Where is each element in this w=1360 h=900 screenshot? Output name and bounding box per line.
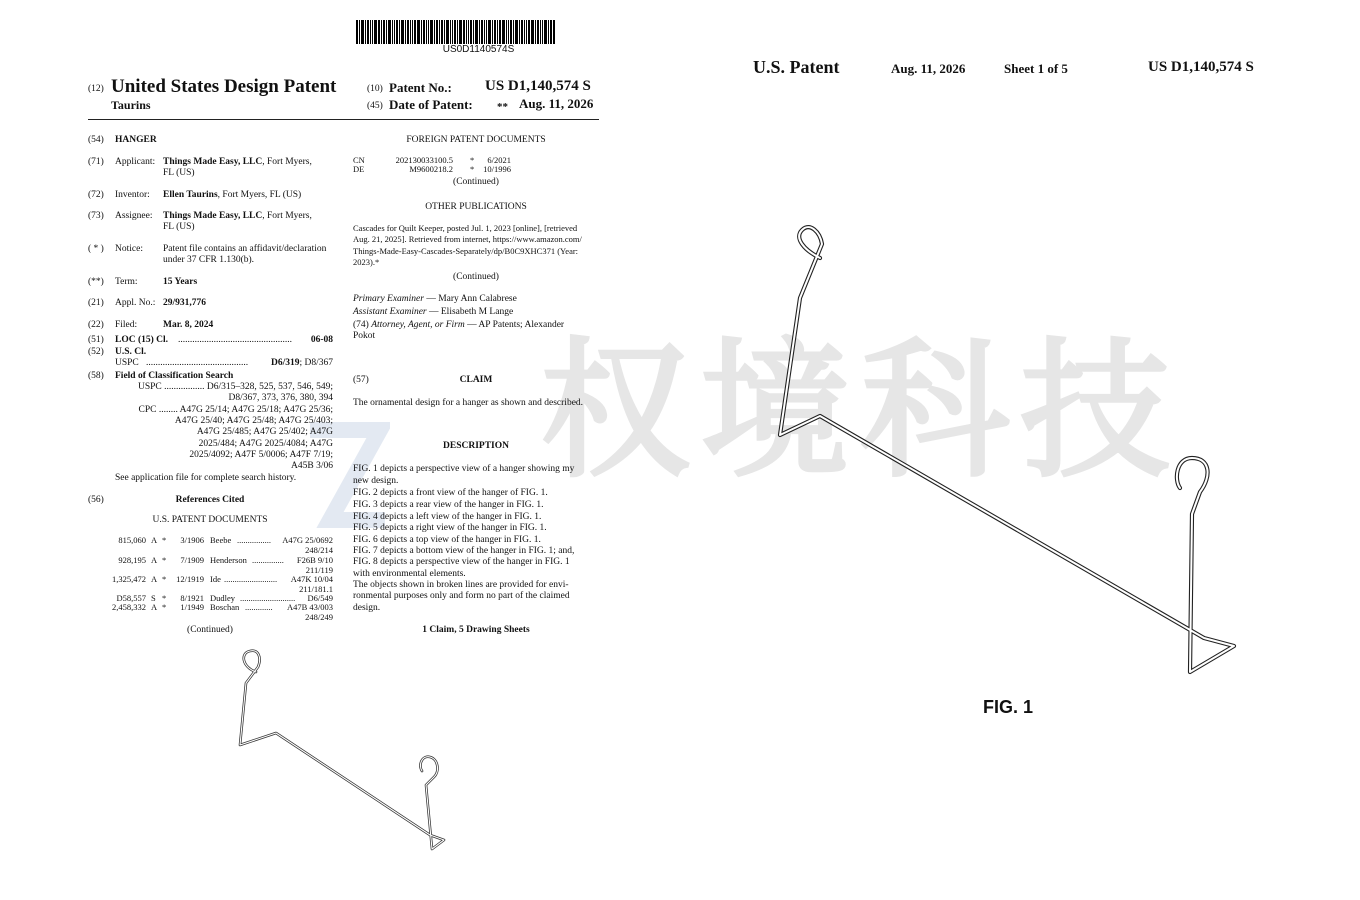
doc-class: A47K 10/04 — [290, 574, 333, 584]
term-label: Term: — [115, 277, 138, 287]
assistant-examiner-label: Assistant Examiner — [353, 307, 427, 317]
doc-name: Henderson — [210, 555, 247, 565]
description-line: FIG. 6 depicts a top view of the hanger in FIG. 1. — [353, 535, 541, 545]
uspc-dots: ........................................... — [146, 358, 249, 368]
inventor-name: Ellen Taurins — [163, 190, 218, 200]
patent-no: US D1,140,574 S — [485, 78, 591, 94]
search-line: A47G 25/485; A47G 25/402; A47G — [196, 427, 333, 437]
doc-class2: 211/181.1 — [299, 584, 333, 594]
us-doc-row — [100, 535, 333, 555]
inventor-value — [163, 190, 301, 201]
description-line: The objects shown in broken lines are provided for envi- — [353, 580, 569, 590]
sheet-date: Aug. 11, 2026 — [891, 61, 966, 76]
code-notice: ( * ) — [88, 244, 104, 254]
description-line: FIG. 7 depicts a bottom view of the hanger in FIG. 1; and, — [353, 546, 575, 556]
loc-label: LOC (15) Cl. — [115, 335, 169, 345]
uspc-main: D6/319 — [270, 358, 300, 368]
foreign-country: CN — [353, 155, 365, 165]
date-mark: ** — [497, 101, 508, 113]
doc-kind: A — [151, 602, 158, 612]
appl-no-label: Appl. No.: — [115, 298, 156, 308]
barcode — [356, 20, 601, 44]
foreign-star: * — [470, 155, 475, 165]
search-line: 2025/4092; A47F 5/0006; A47F 7/19; — [189, 450, 333, 460]
primary-examiner — [353, 294, 517, 305]
primary-examiner-label: Primary Examiner — [353, 294, 424, 304]
us-docs-heading: U.S. PATENT DOCUMENTS — [152, 515, 268, 525]
foreign-doc-row — [353, 164, 553, 174]
doc-star: * — [162, 602, 167, 612]
claims-summary: 1 Claim, 5 Drawing Sheets — [422, 625, 530, 635]
code-54: (54) — [88, 135, 104, 145]
references-heading: References Cited — [175, 495, 245, 505]
notice-line2: under 37 CFR 1.130(b). — [163, 255, 255, 265]
uspc-value — [243, 358, 333, 369]
doc-number: D58,557 — [116, 593, 146, 603]
doc-kind: A — [151, 574, 158, 584]
patent-date: Aug. 11, 2026 — [519, 96, 594, 111]
doc-date: 7/1909 — [180, 555, 204, 565]
assignee-place2: FL (US) — [163, 222, 195, 232]
applicant-place2: FL (US) — [163, 168, 195, 178]
code-71: (71) — [88, 157, 104, 167]
description-heading: DESCRIPTION — [443, 441, 509, 451]
other-pub-line: 2023).* — [353, 257, 380, 267]
filed-label: Filed: — [115, 320, 138, 330]
description-line: FIG. 3 depicts a rear view of the hanger in FIG. 1. — [353, 500, 544, 510]
code-57: (57) — [353, 375, 369, 385]
date-label: Date of Patent: — [389, 97, 473, 112]
code-58: (58) — [88, 371, 104, 381]
appl-no-value: 29/931,776 — [163, 298, 207, 308]
foreign-number: 202130033100.5 — [395, 155, 453, 165]
patent-no-label: Patent No.: — [389, 80, 452, 95]
doc-date: 3/1906 — [180, 535, 204, 545]
code-72: (72) — [88, 190, 104, 200]
doc-date: 8/1921 — [180, 593, 204, 603]
search-line: CPC ........ A47G 25/14; A47G 25/18; A47G 25/36; — [138, 405, 333, 415]
description-line: FIG. 5 depicts a right view of the hanger in FIG. 1. — [353, 523, 547, 533]
inventor-short: Taurins — [111, 98, 151, 112]
fig1-label: FIG. 1 — [983, 697, 1034, 717]
inventor-place: , Fort Myers, FL (US) — [217, 190, 302, 200]
header-rule — [88, 119, 599, 120]
attorney-name2: Pokot — [353, 331, 376, 341]
doc-name: Dudley — [210, 593, 236, 603]
doc-dots: .......................... — [240, 593, 296, 603]
other-pubs-heading: OTHER PUBLICATIONS — [425, 202, 527, 212]
assignee-name: Things Made Easy, LLC — [163, 211, 263, 221]
description-line: ronmental purposes only and form no part of the claimed — [353, 591, 570, 601]
doc-number: 928,195 — [118, 555, 146, 565]
description-line: new design. — [353, 476, 399, 486]
other-pub-line: Cascades for Quilt Keeper, posted Jul. 1, 2023 [online], [retrieved — [353, 223, 578, 233]
description-line: FIG. 8 depicts a perspective view of the hanger in FIG. 1 — [353, 557, 570, 567]
search-line: 2025/484; A47G 2025/4084; A47G — [198, 439, 333, 449]
us-doc-row — [100, 602, 333, 622]
doc-class: D6/549 — [307, 593, 333, 603]
barcode-text: US0D1140574S — [442, 44, 515, 55]
loc-value: 06-08 — [310, 335, 333, 345]
foreign-number: M9600218.2 — [409, 164, 453, 174]
patent-kind-title: United States Design Patent — [111, 76, 337, 97]
description-line: with environmental elements. — [353, 569, 466, 579]
us-doc-row — [100, 555, 333, 575]
doc-number: 2,458,332 — [112, 602, 146, 612]
doc-dots: ............. — [245, 602, 273, 612]
fig1-hanger-drawing — [760, 220, 1250, 690]
doc-dots: ............... — [252, 555, 284, 565]
doc-name: Ide — [210, 574, 221, 584]
assistant-examiner — [353, 307, 513, 318]
applicant-name: Things Made Easy, LLC — [163, 157, 263, 167]
inventor-label: Inventor: — [115, 190, 150, 200]
doc-class: A47G 25/0692 — [282, 535, 333, 545]
doc-star: * — [162, 574, 167, 584]
us-cl-label: U.S. Cl. — [115, 347, 147, 357]
doc-kind: A — [151, 555, 158, 565]
sheet-number: Sheet 1 of 5 — [1004, 61, 1068, 76]
applicant-value — [163, 157, 343, 179]
us-doc-row — [100, 574, 333, 594]
attorney-name: — AP Patents; Alexander — [464, 320, 565, 330]
assistant-examiner-name: — Elisabeth M Lange — [426, 307, 514, 317]
search-field-label: Field of Classification Search — [115, 371, 234, 381]
code-51: (51) — [88, 335, 104, 345]
code-52: (52) — [88, 347, 104, 357]
doc-class2: 248/214 — [305, 545, 333, 555]
search-note: See application file for complete search history. — [115, 473, 297, 483]
doc-star: * — [162, 535, 167, 545]
uspc-secondary: ; D8/367 — [299, 358, 333, 368]
notice-label: Notice: — [115, 244, 143, 254]
foreign-docs-heading: FOREIGN PATENT DOCUMENTS — [406, 135, 546, 145]
doc-star: * — [162, 593, 167, 603]
doc-dots: ......................... — [224, 574, 278, 584]
doc-class: F26B 9/10 — [296, 555, 333, 565]
foreign-date: 6/2021 — [487, 155, 511, 165]
sheet-patent-number: US D1,140,574 S — [1148, 59, 1254, 75]
title-field: HANGER — [115, 135, 157, 145]
attorney-code: (74) — [353, 320, 369, 330]
code-21: (21) — [88, 298, 104, 308]
loc-dots: ................................................ — [178, 335, 292, 345]
attorney — [353, 320, 599, 342]
doc-class2: 248/249 — [305, 612, 333, 622]
doc-date: 12/1919 — [176, 574, 204, 584]
doc-class2: 211/119 — [305, 565, 333, 575]
search-line: A45B 3/06 — [291, 461, 333, 471]
doc-name: Beebe — [210, 535, 232, 545]
code-term: (**) — [88, 277, 104, 287]
doc-date: 1/1949 — [180, 602, 204, 612]
code-45: (45) — [367, 101, 383, 111]
description-line: FIG. 2 depicts a front view of the hanger of FIG. 1. — [353, 488, 548, 498]
description-line: design. — [353, 603, 381, 613]
attorney-label: Attorney, Agent, or Firm — [371, 320, 465, 330]
assignee-label: Assignee: — [115, 211, 153, 221]
doc-number: 815,060 — [118, 535, 146, 545]
uspc-label: USPC — [115, 358, 139, 368]
search-line: A47G 25/40; A47G 25/48; A47G 25/403; — [174, 416, 333, 426]
doc-number: 1,325,472 — [112, 574, 146, 584]
code-56: (56) — [88, 495, 104, 505]
code-12: (12) — [88, 84, 104, 94]
other-pubs-continued: (Continued) — [453, 272, 499, 282]
claim-heading: CLAIM — [459, 375, 493, 385]
applicant-place: , Fort Myers, — [262, 157, 312, 167]
front-page-hanger-drawing — [230, 645, 460, 860]
applicant-label: Applicant: — [115, 157, 156, 167]
doc-class: A47B 43/003 — [286, 602, 333, 612]
doc-name: Boschan — [210, 602, 240, 612]
code-22: (22) — [88, 320, 104, 330]
assignee-value — [163, 211, 343, 233]
term-value: 15 Years — [163, 277, 198, 287]
doc-kind: A — [151, 535, 158, 545]
code-73: (73) — [88, 211, 104, 221]
search-line: D8/367, 373, 376, 380, 394 — [228, 393, 333, 403]
doc-dots: ................ — [237, 535, 271, 545]
search-line: USPC ................. D6/315–328, 525, 537, 546, 549; — [137, 382, 333, 392]
foreign-docs-continued: (Continued) — [453, 177, 499, 187]
notice-value — [163, 244, 348, 266]
assignee-place: , Fort Myers, — [262, 211, 312, 221]
other-pub-line: Aug. 21, 2025]. Retrieved from internet, https://www.amazon.com/ — [353, 234, 582, 244]
doc-kind: S — [151, 593, 156, 603]
doc-star: * — [162, 555, 167, 565]
description-line: FIG. 1 depicts a perspective view of a hanger showing my — [353, 464, 575, 474]
foreign-star: * — [470, 164, 475, 174]
primary-examiner-name: — Mary Ann Calabrese — [423, 294, 517, 304]
description-line: FIG. 4 depicts a left view of the hanger in FIG. 1. — [353, 512, 542, 522]
other-pub-line: Things-Made-Easy-Cascades-Separately/dp/B0C9XHC371 (Year: — [353, 246, 579, 256]
foreign-date: 10/1996 — [483, 164, 511, 174]
foreign-country: DE — [353, 164, 365, 174]
claim-text: The ornamental design for a hanger as shown and described. — [353, 398, 584, 408]
code-10: (10) — [367, 84, 383, 94]
watermark: 权境科技 — [540, 325, 1181, 499]
us-docs-continued: (Continued) — [187, 625, 233, 635]
sheet-title: U.S. Patent — [753, 57, 840, 77]
filed-value: Mar. 8, 2024 — [163, 320, 214, 330]
notice-line1: Patent file contains an affidavit/declaration — [163, 244, 327, 254]
